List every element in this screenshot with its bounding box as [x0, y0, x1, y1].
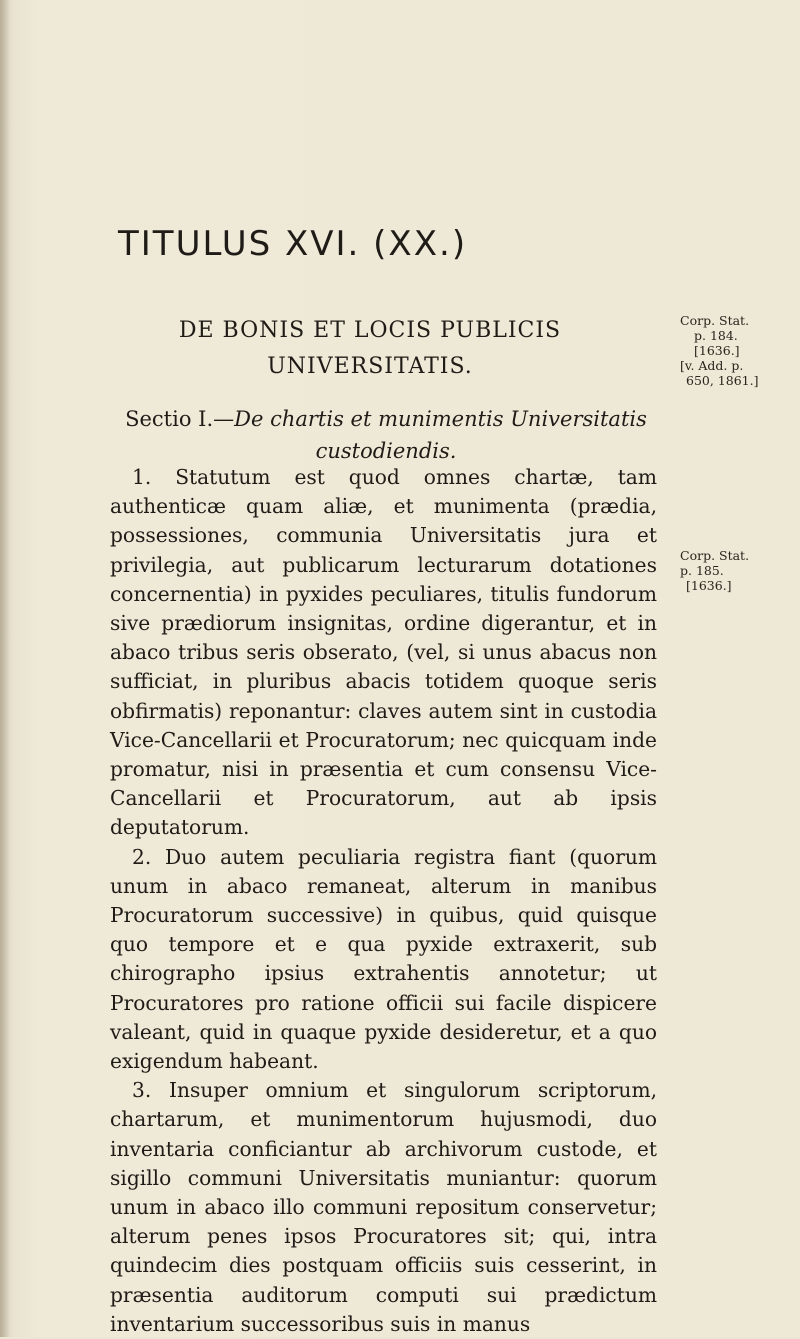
- subtitle-line-1: DE BONIS ET LOCIS PUBLICIS: [178, 318, 562, 343]
- margin-note-line: [1636.]: [686, 578, 732, 593]
- statute-body: [110, 463, 657, 1339]
- margin-note-line: p. 184.: [694, 328, 738, 343]
- margin-note-line: [v. Add. p.: [680, 358, 744, 373]
- margin-note-line: p. 185.: [680, 563, 724, 578]
- margin-note-line: Corp. Stat.: [680, 548, 750, 563]
- page-title: TITULUS XVI. (XX.): [118, 224, 468, 264]
- paragraph-2: 2. Duo autem peculiaria registra fiant (quorum unum in abaco remaneat, alterum in manibus Procuratorum successive) in quibus, quid quisque quo tempore et e qua pyxide extraxerit, sub chirographo ipsius extrahentis annotetur; ut Procuratores pro ratione officii sui facile dispicere valeant, quid in quaque pyxide desideretur, et a quo exigendum habeant.: [110, 844, 657, 1074]
- margin-note-corp-stat-184: [680, 313, 758, 388]
- margin-note-corp-stat-185: [680, 548, 749, 593]
- margin-note-line: Corp. Stat.: [680, 313, 750, 328]
- margin-note-line: 650, 1861.]: [686, 373, 759, 388]
- paragraph-3: 3. Insuper omnium et singulorum scriptorum, chartarum, et munimentorum hujusmodi, duo inventaria conficiantur ab archivorum custode, et sigillo communi Universitatis muniantur: quorum unum in abaco illo communi repositum conservetur; alterum penes ipsos Procuratores sit; qui, intra quindecim dies postquam officiis suis cesserint, in præsentia auditorum computi sui prædictum inventarium successoribus suis in manus: [110, 1078, 657, 1336]
- paragraph-1: 1. Statutum est quod omnes chartæ, tam authenticæ quam aliæ, et munimenta (prædia, possessiones, communia Universitatis jura et privilegia, aut publicarum lecturarum dotationes concernentia) in pyxides peculiares, titulis fundorum sive prædiorum insignitas, ordine digerantur, et in abaco tribus seris obserato, (vel, si unus abacus non sufficiat, in pluribus abacis totidem quoque seris obfirmatis) reponantur: claves autem sint in custodia Vice-Cancellarii et Procuratorum; nec quicquam inde promatur, nisi in præsentia et cum consensu Vice-Cancellarii et Procuratorum, aut ab ipsis deputatorum.: [110, 465, 657, 840]
- section-heading: [116, 404, 656, 467]
- subtitle-line-2: UNIVERSITATIS.: [267, 354, 473, 379]
- page-gutter-shadow: [0, 0, 10, 1337]
- section-title: De chartis et munimentis Universitatis custodiendis.: [234, 407, 647, 463]
- margin-note-line: [1636.]: [694, 343, 740, 358]
- section-label: Sectio I.—: [125, 407, 235, 431]
